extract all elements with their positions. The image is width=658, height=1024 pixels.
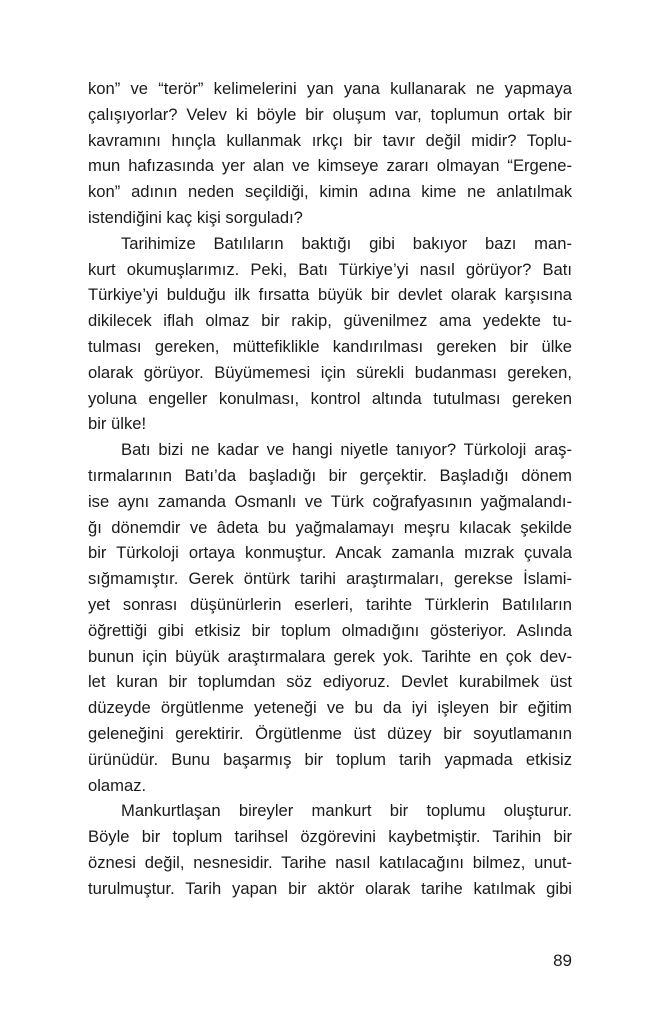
paragraph-4 bbox=[88, 798, 572, 901]
text-line: bir ülke! bbox=[88, 414, 147, 434]
text-line: dikilecek iflah olmaz bir rakip, güvenilmez ama yedekte tu- bbox=[88, 311, 572, 331]
text-line: olamaz. bbox=[88, 775, 147, 795]
text-line: mun hafızasında yer alan ve kimseye zararı olmayan “Ergene- bbox=[88, 156, 572, 176]
text-line: yoluna engeller konulması, kontrol altında tutulması gereken bbox=[88, 388, 572, 408]
text-line: ürünüdür. Bunu başarmış bir toplum tarih yapmada etkisiz bbox=[88, 749, 572, 769]
text-line: kon” adının neden seçildiği, kimin adına kime ne anlatılmak bbox=[88, 182, 572, 202]
text-line: öğrettiği gibi etkisiz bir toplum olmadığını gösteriyor. Aslında bbox=[88, 620, 572, 640]
page-number: 89 bbox=[553, 951, 572, 970]
text-line: düzeyde örgütlenme yeteneği ve bu da iyi işleyen bir eğitim bbox=[88, 698, 572, 718]
text-line: ise aynı zamanda Osmanlı ve Türk coğrafyasının yağmalandı- bbox=[88, 491, 572, 511]
text-line: yet sonrası düşünürlerin eserleri, tarihte Türklerin Batılıların bbox=[88, 594, 572, 614]
text-line: let kuran bir toplumdan söz ediyoruz. Devlet kurabilmek üst bbox=[88, 672, 572, 692]
text-line: sığmamıştır. Gerek öntürk tarihi araştırmaları, gerekse İslami- bbox=[88, 569, 572, 589]
text-line: turulmuştur. Tarih yapan bir aktör olarak tarihe katılmak gibi bbox=[88, 878, 572, 898]
text-line: tulması gereken, müttefiklikle kandırılması gereken bir ülke bbox=[88, 336, 572, 356]
paragraph-1 bbox=[88, 76, 572, 231]
text-line: ğı dönemdir ve âdeta bu yağmalamayı meşru kılacak şekilde bbox=[88, 517, 572, 537]
text-line: çalışıyorlar? Velev ki böyle bir oluşum var, toplumun ortak bir bbox=[88, 104, 572, 124]
text-line: kurt okumuşlarımız. Peki, Batı Türkiye’yi nasıl görüyor? Batı bbox=[88, 259, 572, 279]
paragraph-2 bbox=[88, 231, 572, 437]
text-line: geleneğini gerektirir. Örgütlenme üst düzey bir soyutlamanın bbox=[88, 723, 572, 743]
text-line: öznesi değil, nesnesidir. Tarihe nasıl katılacağını bilmez, unut- bbox=[88, 852, 572, 872]
text-line: kon” ve “terör” kelimelerini yan yana kullanarak ne yapmaya bbox=[88, 79, 572, 98]
text-line: Batı bizi ne kadar ve hangi niyetle tanıyor? Türkoloji araş- bbox=[121, 440, 572, 460]
text-line: Tarihimize Batılıların baktığı gibi bakıyor bazı man- bbox=[121, 233, 572, 253]
text-line: bir Türkoloji ortaya konmuştur. Ancak zamanla mızrak çuvala bbox=[88, 543, 572, 563]
body-text bbox=[88, 76, 572, 902]
text-line: kavramını hınçla kullanmak ırkçı bir tavır değil midir? Toplu- bbox=[88, 130, 572, 150]
text-line: Böyle bir toplum tarihsel özgörevini kaybetmiştir. Tarihin bir bbox=[88, 827, 572, 847]
text-line: bunun için büyük araştırmalara gerek yok. Tarihte en çok dev- bbox=[88, 646, 572, 666]
text-line: istendiğini kaç kişi sorguladı? bbox=[88, 207, 303, 227]
text-line: Mankurtlaşan bireyler mankurt bir toplumu oluşturur. bbox=[121, 801, 572, 821]
paragraph-3 bbox=[88, 437, 572, 798]
text-line: Türkiye’yi bulduğu ilk fırsatta büyük bir devlet olarak karşısına bbox=[88, 285, 572, 305]
text-line: tırmalarının Batı’da başladığı bir gerçektir. Başladığı dönem bbox=[88, 465, 572, 485]
text-line: olarak görüyor. Büyümemesi için sürekli budanması gereken, bbox=[88, 362, 572, 382]
